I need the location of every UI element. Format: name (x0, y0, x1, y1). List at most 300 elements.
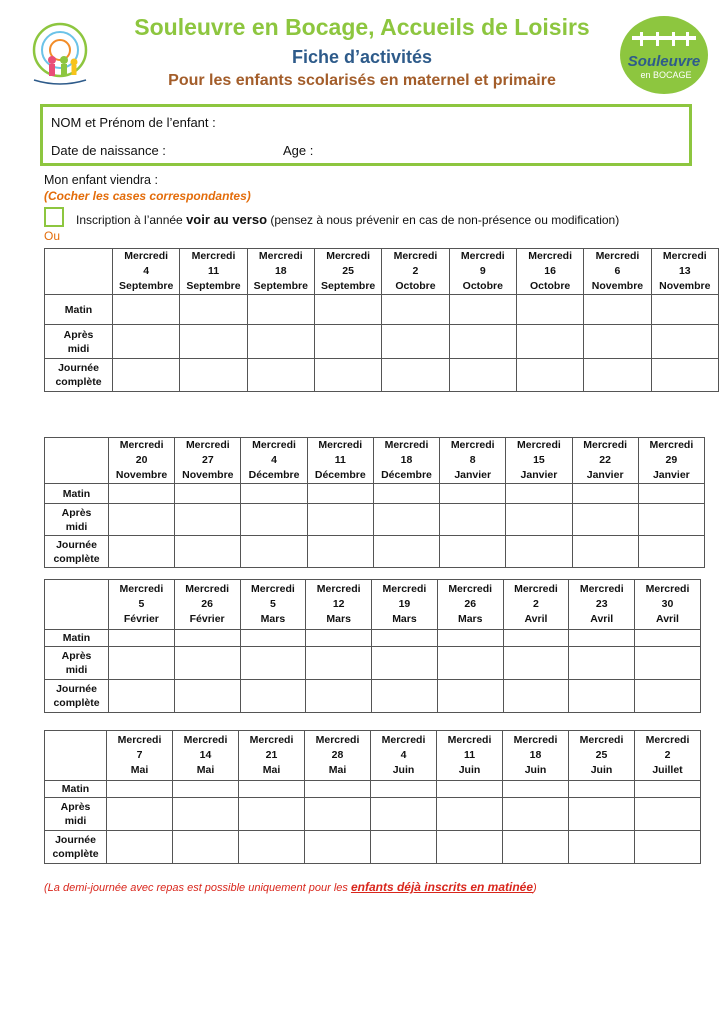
date-header-line: Mercredi (579, 583, 624, 595)
date-header-line: 2 (533, 598, 539, 610)
annual-registration-label: Inscription à l’année voir au verso (pensez à nous prévenir en cas de non-présence ou modification) (76, 212, 620, 227)
date-header (107, 731, 173, 781)
afternoon-checkbox-cell[interactable] (437, 798, 503, 831)
date-header-line: Décembre (248, 469, 300, 481)
morning-label (45, 484, 109, 504)
date-header-line: Mai (328, 764, 347, 776)
date-header-line: 18 (400, 454, 413, 466)
date-header-line: 28 (331, 749, 344, 761)
date-header-line: 2 (412, 265, 419, 277)
date-header-line: Mercredi (119, 583, 164, 595)
afternoon-checkbox-cell[interactable] (516, 325, 583, 359)
date-header-line: Mercredi (447, 734, 492, 746)
date-header-line: Mercredi (649, 439, 694, 451)
full-day-checkbox-cell[interactable] (240, 680, 306, 713)
morning-checkbox-cell[interactable] (173, 781, 239, 798)
morning-checkbox-cell[interactable] (373, 484, 439, 504)
full-day-checkbox-cell[interactable] (449, 359, 516, 392)
date-header (382, 249, 449, 295)
morning-checkbox-cell[interactable] (107, 781, 173, 798)
date-header-line: Novembre (591, 280, 644, 292)
afternoon-checkbox-cell[interactable] (584, 325, 651, 359)
full-day-checkbox-cell[interactable] (503, 831, 569, 864)
date-header (437, 731, 503, 781)
afternoon-checkbox-cell[interactable] (635, 647, 701, 680)
date-header (307, 438, 373, 484)
date-header-line: Octobre (530, 280, 571, 292)
date-header-line: Juin (458, 764, 481, 776)
date-header-line: Mercredi (393, 250, 438, 262)
full-day-checkbox-cell[interactable] (440, 536, 506, 568)
date-header-line: Mercredi (251, 583, 295, 595)
date-header-line: Janvier (586, 469, 624, 481)
date-header-line: 2 (664, 749, 671, 761)
date-header (180, 249, 247, 295)
morning-checkbox-cell[interactable] (175, 484, 241, 504)
date-header-line: 5 (269, 598, 276, 610)
date-header-line: Mercredi (382, 583, 427, 595)
full-day-row (45, 359, 719, 392)
date-header-line: Mercredi (326, 250, 371, 262)
date-header (503, 580, 569, 630)
date-header (569, 580, 635, 630)
date-header-line: Mercredi (124, 250, 169, 262)
date-header-line: Janvier (520, 469, 558, 481)
date-header (449, 249, 516, 295)
date-header-line: Janvier (454, 469, 492, 481)
morning-row (45, 295, 719, 325)
full-day-checkbox-cell[interactable] (173, 831, 239, 864)
row-label-line: complète (55, 376, 102, 388)
date-header-line: 4 (271, 454, 277, 466)
date-header-line: Mercredi (460, 250, 505, 262)
date-header-line: Mercredi (645, 583, 690, 595)
morning-checkbox-cell[interactable] (247, 295, 314, 325)
date-header (373, 438, 439, 484)
page-title: Souleuvre en Bocage, Accueils de Loisirs (134, 14, 590, 40)
date-header-line: Janvier (652, 469, 690, 481)
full-day-checkbox-cell[interactable] (241, 536, 307, 568)
full-day-row (45, 536, 705, 568)
full-day-checkbox-cell[interactable] (372, 680, 438, 713)
full-day-checkbox-cell[interactable] (635, 680, 701, 713)
date-header-line: 25 (342, 265, 354, 277)
date-header-line: 9 (479, 265, 486, 277)
date-header (635, 731, 701, 781)
table-corner-cell (45, 438, 109, 484)
afternoon-checkbox-cell[interactable] (240, 647, 306, 680)
date-header (506, 438, 572, 484)
date-header-line: Mercredi (528, 250, 573, 262)
date-header-line: Mercredi (595, 250, 640, 262)
date-header (305, 731, 371, 781)
afternoon-checkbox-cell[interactable] (569, 798, 635, 831)
date-header-line: 11 (334, 454, 346, 466)
date-header (635, 580, 701, 630)
date-header-line: 4 (400, 749, 407, 761)
date-header-line: Mercredi (185, 583, 230, 595)
date-header-line: Septembre (253, 280, 308, 292)
date-header (314, 249, 381, 295)
date-header-line: 21 (265, 749, 278, 761)
row-label-line: Journée (56, 538, 97, 551)
date-header (109, 580, 175, 630)
morning-checkbox-cell[interactable] (371, 781, 437, 798)
morning-checkbox-cell[interactable] (651, 295, 718, 325)
date-header-line: Mercredi (316, 583, 361, 595)
row-label-line: Après (61, 650, 92, 662)
date-header-line: Juin (392, 764, 415, 776)
afternoon-checkbox-cell[interactable] (180, 325, 247, 359)
morning-checkbox-cell[interactable] (241, 484, 307, 504)
row-label-line: Après (63, 328, 94, 341)
morning-checkbox-cell[interactable] (109, 630, 175, 647)
child-identity-box (40, 104, 692, 166)
date-header-line: 20 (135, 454, 148, 466)
full-day-checkbox-cell[interactable] (107, 831, 173, 864)
row-label-line: complète (53, 697, 100, 709)
date-header-line: Mercredi (185, 439, 230, 451)
date-header (372, 580, 438, 630)
morning-row (45, 630, 701, 647)
morning-checkbox-cell[interactable] (174, 630, 240, 647)
date-header-line: 30 (661, 598, 674, 610)
morning-checkbox-cell[interactable] (240, 630, 306, 647)
morning-checkbox-cell[interactable] (449, 295, 516, 325)
date-header-line: Mercredi (252, 439, 296, 451)
afternoon-checkbox-cell[interactable] (109, 647, 175, 680)
date-header-line: Mars (326, 613, 351, 625)
date-header (572, 438, 638, 484)
morning-row (45, 484, 705, 504)
full-day-checkbox-cell[interactable] (373, 536, 439, 568)
date-header-line: Mercredi (513, 734, 558, 746)
date-header-line: Mercredi (315, 734, 360, 746)
morning-checkbox-cell[interactable] (635, 630, 701, 647)
morning-checkbox-cell[interactable] (437, 781, 503, 798)
morning-checkbox-cell[interactable] (516, 295, 583, 325)
full-day-checkbox-cell[interactable] (516, 359, 583, 392)
date-header (638, 438, 704, 484)
date-header-line: Mai (130, 764, 149, 776)
date-header (371, 731, 437, 781)
morning-checkbox-cell[interactable] (635, 781, 701, 798)
morning-row (45, 781, 701, 798)
date-header-line: Mars (457, 613, 483, 625)
afternoon-checkbox-cell[interactable] (635, 798, 701, 831)
full-day-checkbox-cell[interactable] (109, 680, 175, 713)
full-day-label (45, 359, 113, 392)
morning-checkbox-cell[interactable] (382, 295, 449, 325)
row-label-line: Matin (61, 783, 90, 795)
afternoon-checkbox-cell[interactable] (241, 504, 307, 536)
date-header (241, 438, 307, 484)
date-header-line: Mars (260, 613, 286, 625)
morning-label (45, 781, 107, 798)
table-corner-cell (45, 731, 107, 781)
activity-calendar-table (44, 437, 705, 568)
date-header-line: Mercredi (249, 734, 294, 746)
full-day-row (45, 831, 701, 864)
page-subtitle: Fiche d’activités (291, 47, 433, 67)
morning-label (45, 630, 109, 647)
morning-checkbox-cell[interactable] (584, 295, 651, 325)
morning-checkbox-cell[interactable] (180, 295, 247, 325)
date-header-line: 7 (136, 749, 143, 761)
afternoon-checkbox-cell[interactable] (503, 647, 569, 680)
full-day-row (45, 680, 701, 713)
date-header-line: Juin (590, 764, 613, 776)
date-header-line: 19 (398, 598, 411, 610)
date-header-line: Novembre (659, 280, 711, 292)
full-day-checkbox-cell[interactable] (307, 536, 373, 568)
date-header-line: 4 (143, 265, 150, 277)
morning-label (45, 295, 113, 325)
date-header-line: 29 (665, 454, 678, 466)
date-header-line: Mercredi (318, 439, 363, 451)
morning-checkbox-cell[interactable] (638, 484, 704, 504)
date-header-line: Octobre (395, 280, 436, 292)
date-header-line: Novembre (182, 469, 234, 481)
full-day-checkbox-cell[interactable] (572, 536, 638, 568)
row-label-line: midi (65, 520, 88, 533)
date-header-line: 25 (595, 749, 608, 761)
date-header-line: 15 (533, 454, 545, 466)
afternoon-checkbox-cell[interactable] (239, 798, 305, 831)
date-header (516, 249, 583, 295)
date-header-line: Mars (392, 613, 417, 625)
afternoon-label (45, 325, 113, 359)
date-header-line: Mai (262, 764, 281, 776)
date-header-line: 18 (529, 749, 542, 761)
date-header-line: Décembre (314, 469, 366, 481)
full-day-checkbox-cell[interactable] (180, 359, 247, 392)
full-day-checkbox-cell[interactable] (239, 831, 305, 864)
date-header (440, 438, 506, 484)
date-header-line: Avril (590, 613, 614, 625)
date-header-line: Mercredi (514, 583, 558, 595)
afternoon-checkbox-cell[interactable] (572, 504, 638, 536)
date-header (175, 438, 241, 484)
afternoon-checkbox-cell[interactable] (109, 504, 175, 536)
date-header-line: Février (189, 613, 225, 625)
full-day-checkbox-cell[interactable] (113, 359, 180, 392)
date-header-line: 8 (469, 454, 476, 466)
date-header (109, 438, 175, 484)
afternoon-checkbox-cell[interactable] (307, 504, 373, 536)
afternoon-checkbox-cell[interactable] (175, 504, 241, 536)
date-header (239, 731, 305, 781)
morning-checkbox-cell[interactable] (437, 630, 503, 647)
date-header-line: Mercredi (517, 439, 561, 451)
afternoon-checkbox-cell[interactable] (449, 325, 516, 359)
full-day-label (45, 680, 109, 713)
table-corner-cell (45, 580, 109, 630)
date-header-line: Mercredi (450, 439, 495, 451)
full-day-checkbox-cell[interactable] (635, 831, 701, 864)
morning-checkbox-cell[interactable] (569, 781, 635, 798)
afternoon-row (45, 647, 701, 680)
full-day-checkbox-cell[interactable] (371, 831, 437, 864)
date-header-line: 18 (274, 265, 287, 277)
afternoon-row (45, 325, 719, 359)
row-label-line: complète (53, 552, 100, 565)
full-day-checkbox-cell[interactable] (247, 359, 314, 392)
full-day-checkbox-cell[interactable] (569, 680, 635, 713)
morning-checkbox-cell[interactable] (307, 484, 373, 504)
afternoon-checkbox-cell[interactable] (651, 325, 718, 359)
date-header (437, 580, 503, 630)
check-instruction: (Cocher les cases correspondantes) (44, 189, 251, 203)
full-day-checkbox-cell[interactable] (305, 831, 371, 864)
page-tagline: Pour les enfants scolarisés en maternel et primaire (168, 72, 556, 89)
morning-checkbox-cell[interactable] (503, 781, 569, 798)
row-label-line: Journée (56, 683, 97, 695)
date-header (503, 731, 569, 781)
date-header-line: Décembre (381, 469, 432, 481)
full-day-checkbox-cell[interactable] (506, 536, 572, 568)
row-label-line: Après (61, 506, 92, 519)
date-header (306, 580, 372, 630)
footer-note: (La demi-journée avec repas est possible uniquement pour les enfants déjà inscrits en matinée) (44, 880, 537, 894)
date-header-line: 23 (595, 598, 608, 610)
date-header (240, 580, 306, 630)
date-header-line: 13 (678, 265, 691, 277)
afternoon-checkbox-cell[interactable] (173, 798, 239, 831)
afternoon-checkbox-cell[interactable] (382, 325, 449, 359)
row-label-line: Matin (64, 303, 93, 316)
afternoon-checkbox-cell[interactable] (174, 647, 240, 680)
afternoon-checkbox-cell[interactable] (113, 325, 180, 359)
date-header-line: Mercredi (579, 734, 624, 746)
full-day-checkbox-cell[interactable] (569, 831, 635, 864)
full-day-checkbox-cell[interactable] (437, 831, 503, 864)
afternoon-checkbox-cell[interactable] (437, 647, 503, 680)
activity-calendar-table (44, 730, 701, 864)
or-label: Ou (44, 229, 61, 243)
date-header-line: Octobre (462, 280, 503, 292)
birth-date-field[interactable]: Date de naissance : (51, 143, 166, 158)
afternoon-label (45, 504, 109, 536)
child-name-field[interactable]: NOM et Prénom de l’enfant : (51, 115, 216, 130)
age-field[interactable]: Age : (283, 143, 314, 158)
date-header-line: 22 (599, 454, 611, 466)
date-header-line: 5 (138, 598, 145, 610)
full-day-label (45, 831, 107, 864)
date-header-line: 11 (463, 749, 476, 761)
morning-checkbox-cell[interactable] (440, 484, 506, 504)
date-header-line: Mercredi (448, 583, 493, 595)
full-day-checkbox-cell[interactable] (437, 680, 503, 713)
date-header (173, 731, 239, 781)
full-day-checkbox-cell[interactable] (584, 359, 651, 392)
morning-checkbox-cell[interactable] (506, 484, 572, 504)
date-header-line: Juin (524, 764, 547, 776)
afternoon-label (45, 798, 107, 831)
date-header-line: Mercredi (381, 734, 426, 746)
full-day-checkbox-cell[interactable] (314, 359, 381, 392)
morning-checkbox-cell[interactable] (572, 484, 638, 504)
date-header (247, 249, 314, 295)
full-day-label (45, 536, 109, 568)
date-header-line: Mai (196, 764, 215, 776)
svg-text:Souleuvre: Souleuvre (627, 53, 701, 70)
afternoon-checkbox-cell[interactable] (506, 504, 572, 536)
svg-text:en BOCAGE: en BOCAGE (640, 70, 692, 80)
row-label-line: Journée (58, 362, 99, 374)
date-header-line: Mercredi (119, 439, 164, 451)
full-day-checkbox-cell[interactable] (651, 359, 718, 392)
row-label-line: midi (67, 342, 90, 355)
morning-checkbox-cell[interactable] (305, 781, 371, 798)
full-day-checkbox-cell[interactable] (175, 536, 241, 568)
afternoon-checkbox-cell[interactable] (638, 504, 704, 536)
date-header (651, 249, 718, 295)
afternoon-checkbox-cell[interactable] (373, 504, 439, 536)
annual-registration-checkbox[interactable] (44, 207, 64, 227)
afternoon-checkbox-cell[interactable] (306, 647, 372, 680)
date-header-line: 27 (201, 454, 214, 466)
afternoon-checkbox-cell[interactable] (314, 325, 381, 359)
full-day-checkbox-cell[interactable] (306, 680, 372, 713)
afternoon-row (45, 798, 701, 831)
date-header-line: 11 (207, 265, 220, 277)
full-day-checkbox-cell[interactable] (174, 680, 240, 713)
morning-checkbox-cell[interactable] (239, 781, 305, 798)
morning-checkbox-cell[interactable] (503, 630, 569, 647)
date-header-line: Mercredi (645, 734, 690, 746)
date-header-line: 12 (332, 598, 345, 610)
date-header-line: 14 (199, 749, 212, 761)
afternoon-checkbox-cell[interactable] (372, 647, 438, 680)
afternoon-row (45, 504, 705, 536)
afternoon-checkbox-cell[interactable] (371, 798, 437, 831)
afternoon-checkbox-cell[interactable] (305, 798, 371, 831)
date-header (584, 249, 651, 295)
row-label-line: Matin (62, 487, 91, 500)
afternoon-checkbox-cell[interactable] (107, 798, 173, 831)
morning-checkbox-cell[interactable] (569, 630, 635, 647)
full-day-checkbox-cell[interactable] (503, 680, 569, 713)
morning-checkbox-cell[interactable] (306, 630, 372, 647)
full-day-checkbox-cell[interactable] (638, 536, 704, 568)
date-header-line: Mercredi (258, 250, 303, 262)
morning-checkbox-cell[interactable] (109, 484, 175, 504)
date-header-line: Mercredi (191, 250, 236, 262)
date-header (569, 731, 635, 781)
date-header-line: Février (123, 613, 159, 625)
afternoon-checkbox-cell[interactable] (569, 647, 635, 680)
morning-checkbox-cell[interactable] (113, 295, 180, 325)
afternoon-checkbox-cell[interactable] (440, 504, 506, 536)
morning-checkbox-cell[interactable] (314, 295, 381, 325)
date-header-line: Septembre (119, 280, 174, 292)
date-header-line: Avril (524, 613, 548, 625)
date-header-line: Novembre (115, 469, 168, 481)
date-header-line: Avril (656, 613, 679, 625)
full-day-checkbox-cell[interactable] (109, 536, 175, 568)
morning-checkbox-cell[interactable] (372, 630, 438, 647)
date-header (174, 580, 240, 630)
full-day-checkbox-cell[interactable] (382, 359, 449, 392)
date-header (113, 249, 180, 295)
row-label-line: midi (64, 815, 87, 827)
table-corner-cell (45, 249, 113, 295)
afternoon-checkbox-cell[interactable] (247, 325, 314, 359)
date-header-line: 6 (614, 265, 621, 277)
row-label-line: Journée (55, 834, 96, 846)
afternoon-checkbox-cell[interactable] (503, 798, 569, 831)
